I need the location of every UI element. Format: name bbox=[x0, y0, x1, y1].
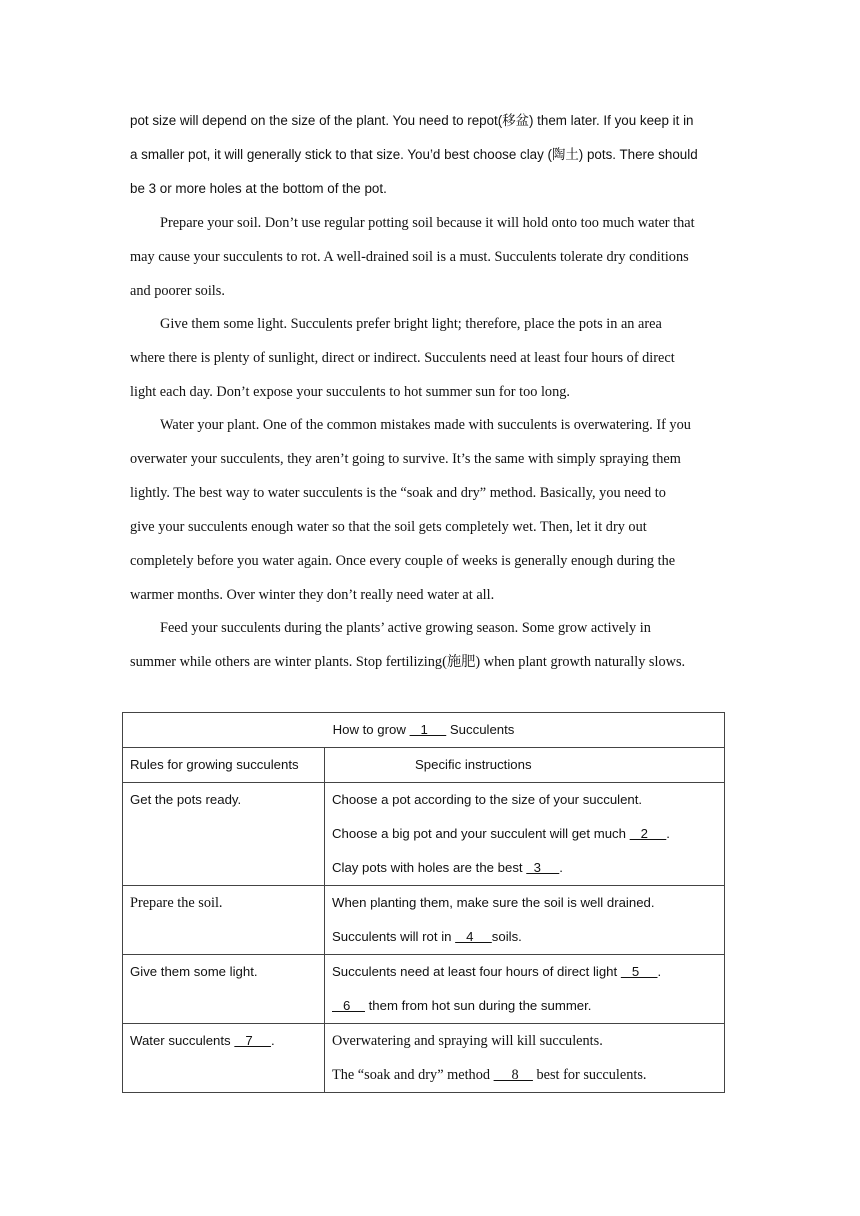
blank-5[interactable]: 5 bbox=[620, 964, 658, 979]
instruction-fragment: Clay pots with holes are the best bbox=[332, 860, 527, 875]
text-line: lightly. The best way to water succulents is the “soak and dry” method. Basically, you need to bbox=[130, 485, 666, 501]
text-line: completely before you water again. Once every couple of weeks is generally enough during the bbox=[130, 553, 676, 569]
instruction-text bbox=[325, 817, 724, 851]
instruction-text bbox=[325, 955, 724, 989]
table-title bbox=[123, 713, 724, 747]
text-line: summer while others are winter plants. Stop fertilizing(施肥) when plant growth naturally slows. bbox=[130, 654, 686, 670]
title-text: How to grow bbox=[332, 722, 410, 737]
summary-table bbox=[122, 712, 725, 1093]
text-line: warmer months. Over winter they don’t really need water at all. bbox=[130, 587, 495, 603]
blank-2[interactable]: 2 bbox=[629, 826, 667, 841]
rule-fragment: . bbox=[270, 1033, 275, 1048]
blank-3[interactable]: 3 bbox=[526, 860, 560, 875]
instruction-cell bbox=[325, 886, 725, 955]
table-title-row bbox=[123, 713, 725, 748]
instruction-cell bbox=[325, 1024, 725, 1093]
table-row bbox=[123, 886, 725, 955]
instruction-fragment: . bbox=[559, 860, 563, 875]
title-text: Succulents bbox=[446, 722, 515, 737]
text-line: be 3 or more holes at the bottom of the pot. bbox=[130, 181, 387, 196]
instruction-fragment: . bbox=[657, 964, 662, 979]
rule-cell bbox=[123, 783, 325, 886]
text-line: may cause your succulents to rot. A well-drained soil is a must. Succulents tolerate dry conditions bbox=[130, 249, 689, 265]
text-line: a smaller pot, it will generally stick to that size. You’d best choose clay (陶土) pots. There should bbox=[130, 147, 698, 162]
header-cell bbox=[123, 748, 325, 783]
table-row bbox=[123, 783, 725, 886]
blank-7[interactable]: 7 bbox=[234, 1033, 271, 1048]
text-line: Feed your succulents during the plants’ active growing season. Some grow actively in bbox=[160, 620, 651, 636]
text-line: where there is plenty of sunlight, direct or indirect. Succulents need at least four hours of direct bbox=[130, 350, 675, 366]
table-row bbox=[123, 1024, 725, 1093]
text-line: pot size will depend on the size of the plant. You need to repot(移盆) them later. If you keep it in bbox=[130, 113, 694, 128]
rule-text: Give them some light. bbox=[130, 964, 258, 979]
instruction-fragment: . bbox=[666, 826, 670, 841]
instruction-text: Choose a pot according to the size of your succulent. bbox=[332, 792, 643, 807]
instruction-fragment: soils. bbox=[491, 929, 522, 944]
instruction-fragment: them from hot sun during the summer. bbox=[364, 998, 592, 1013]
text-line: and poorer soils. bbox=[130, 283, 225, 299]
instruction-fragment: best for succulents. bbox=[532, 1067, 647, 1083]
header-cell bbox=[325, 748, 725, 783]
header-rules: Rules for growing succulents bbox=[130, 757, 299, 772]
rule-cell bbox=[123, 955, 325, 1024]
text-line: Give them some light. Succulents prefer bright light; therefore, place the pots in an area bbox=[160, 316, 662, 332]
blank-8[interactable]: 8 bbox=[493, 1067, 533, 1083]
instruction-text: Overwatering and spraying will kill succulents. bbox=[332, 1033, 603, 1049]
table-row bbox=[123, 955, 725, 1024]
rule-text: Prepare the soil. bbox=[130, 895, 223, 911]
text-line: Prepare your soil. Don’t use regular potting soil because it will hold onto too much water that bbox=[160, 215, 695, 231]
rule-cell bbox=[123, 886, 325, 955]
instruction-fragment: Succulents need at least four hours of direct light bbox=[332, 964, 621, 979]
rule-cell bbox=[123, 1024, 325, 1093]
text-line: overwater your succulents, they aren’t going to survive. It’s the same with simply spraying them bbox=[130, 451, 681, 467]
instruction-cell bbox=[325, 783, 725, 886]
table-header-row bbox=[123, 748, 725, 783]
instruction-fragment: The “soak and dry” method bbox=[332, 1067, 494, 1083]
instruction-text: When planting them, make sure the soil is well drained. bbox=[332, 895, 655, 910]
instruction-fragment: Succulents will rot in bbox=[332, 929, 456, 944]
blank-4[interactable]: 4 bbox=[455, 929, 492, 944]
text-line: Water your plant. One of the common mistakes made with succulents is overwatering. If you bbox=[160, 417, 691, 433]
instruction-text bbox=[325, 989, 724, 1023]
blank-6[interactable]: 6 bbox=[332, 998, 365, 1013]
instruction-cell bbox=[325, 955, 725, 1024]
rule-text: Get the pots ready. bbox=[130, 792, 242, 807]
instruction-fragment: Choose a big pot and your succulent will get much bbox=[332, 826, 630, 841]
text-line: give your succulents enough water so that the soil gets completely wet. Then, let it dry out bbox=[130, 519, 647, 535]
instruction-text bbox=[325, 1058, 724, 1092]
instruction-text bbox=[325, 920, 724, 954]
table-title-cell bbox=[123, 713, 725, 748]
rule-text bbox=[123, 1024, 324, 1058]
header-instructions: Specific instructions bbox=[415, 757, 532, 772]
rule-fragment: Water succulents bbox=[130, 1033, 235, 1048]
instruction-text bbox=[325, 851, 724, 885]
blank-1[interactable]: 1 bbox=[409, 722, 447, 737]
text-line: light each day. Don’t expose your succulents to hot summer sun for too long. bbox=[130, 384, 570, 400]
